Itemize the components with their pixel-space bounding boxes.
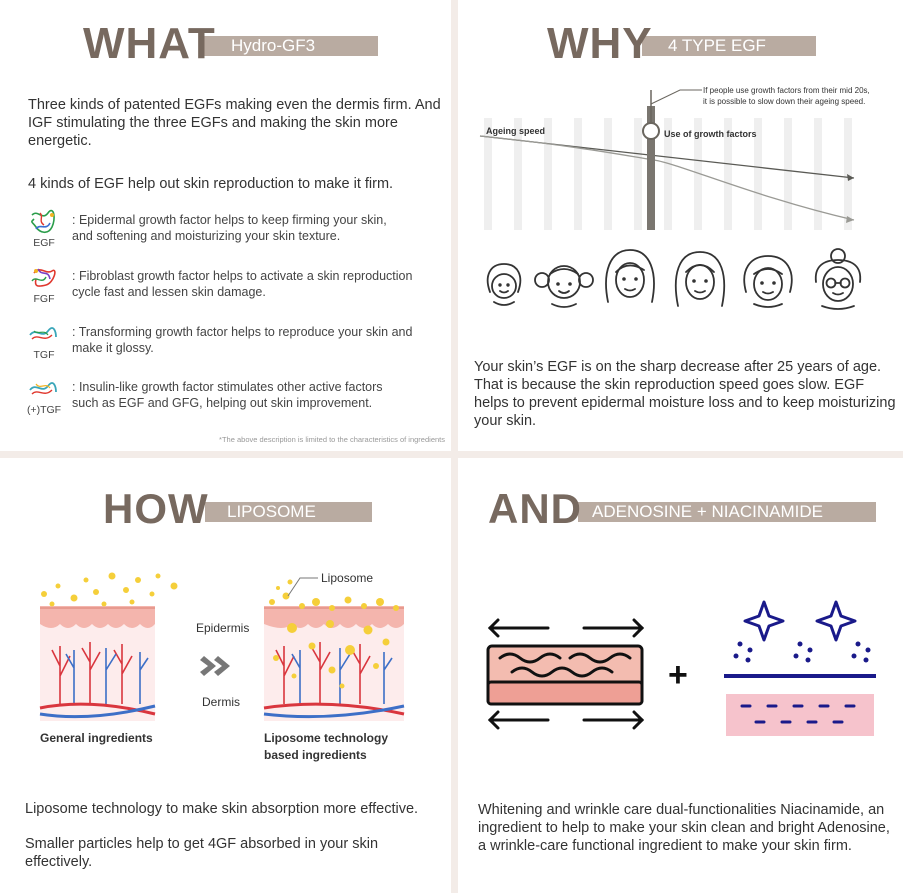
sparkle-icon — [745, 602, 783, 640]
how-body-1: Liposome technology to make skin absorption more effective. — [25, 801, 419, 817]
tgf-description: : Transforming growth factor helps to reproduce your skin and make it glossy. — [72, 325, 413, 355]
niacinamide-adenosine-illustration — [478, 598, 888, 743]
what-heading — [83, 19, 216, 68]
how-heading — [103, 485, 209, 532]
what-title: WHAT — [83, 19, 216, 68]
why-heading — [547, 19, 653, 68]
tgf-molecule-icon — [26, 319, 60, 349]
why-tag: 4 TYPE EGF — [642, 36, 816, 56]
how-panel — [0, 458, 451, 893]
and-panel — [458, 458, 903, 893]
what-subtitle: 4 kinds of EGF help out skin reproduction to make it firm. — [28, 176, 394, 192]
why-panel — [458, 0, 903, 451]
liposome-label: Liposome — [321, 571, 374, 585]
plus-sign: + — [668, 656, 688, 694]
surface-particles — [41, 573, 178, 607]
how-tag: LIPOSOME — [205, 502, 372, 522]
use-of-growth-factors-label: Use of growth factors — [664, 129, 757, 139]
child-face-icon — [488, 264, 521, 305]
adult-woman-face-icon — [676, 252, 724, 306]
young-woman-face-icon — [606, 250, 654, 302]
list-item-fgf — [24, 263, 444, 307]
egf-label: EGF — [33, 237, 55, 249]
what-panel — [0, 0, 451, 451]
what-tag: Hydro-GF3 — [203, 36, 378, 56]
epidermis-label: Epidermis — [196, 621, 250, 635]
fgf-label: FGF — [33, 293, 55, 305]
list-item-igf — [24, 374, 444, 418]
fgf-molecule-icon — [26, 263, 60, 293]
chevron-right-icon — [200, 656, 230, 676]
igf-molecule-icon — [26, 374, 60, 404]
tgf-label: TGF — [33, 349, 55, 361]
and-heading — [488, 485, 582, 532]
and-tag: ADENOSINE + NIACINAMIDE — [578, 502, 876, 522]
sparkle-icon-2 — [817, 602, 855, 640]
how-body-2: Smaller particles help to get 4GF absorbed in your skin effectively. — [25, 836, 379, 870]
egf-description: : Epidermal growth factor helps to keep firming your skin, and softening and moisturizing your skin texture. — [72, 213, 387, 243]
elderly-woman-face-icon — [816, 249, 861, 309]
egf-molecule-icon — [26, 207, 60, 237]
girl-pigtails-face-icon — [535, 266, 593, 307]
why-title: WHY — [547, 19, 653, 68]
general-ingredients-label: General ingredients — [40, 731, 153, 745]
brightening-skin-icon — [724, 602, 876, 736]
dermis-label: Dermis — [202, 695, 240, 709]
and-body: Whitening and wrinkle care dual-functionalities Niacinamide, an ingredient to help to make your skin clean and bright Adenosine, a wrinkle-care functional ingredient to make your skin firm. — [478, 802, 890, 854]
callout-line-1: If people use growth factors from their mid 20s, — [703, 86, 870, 95]
disclaimer-note: *The above description is limited to the characteristics of ingredients — [219, 435, 445, 444]
igf-label: (+)TGF — [26, 404, 62, 416]
stretched-skin-icon — [488, 620, 642, 728]
middle-aged-woman-face-icon — [744, 256, 791, 307]
list-item-egf — [24, 207, 444, 251]
fgf-description: : Fibroblast growth factor helps to activate a skin reproduction cycle fast and lessen skin damage. — [72, 269, 413, 299]
and-title: AND — [488, 485, 582, 532]
liposome-ingredients-label-line-1: Liposome technology — [264, 731, 389, 745]
ageing-graph — [458, 80, 903, 230]
callout-line-2: it is possible to slow down their ageing speed. — [703, 97, 866, 106]
liposome-ingredients-label-line-2: based ingredients — [264, 748, 367, 762]
igf-description: : Insulin-like growth factor stimulates other active factors such as EGF and GFG, helping out skin improvement. — [72, 380, 383, 410]
faces-row — [478, 242, 888, 317]
what-intro: Three kinds of patented EGFs making even the dermis firm. And IGF stimulating the three EGFs and making the skin more energetic. — [28, 97, 441, 149]
list-item-tgf — [24, 319, 444, 363]
liposome-diagram — [30, 566, 430, 766]
ageing-speed-label: Ageing speed — [486, 126, 546, 136]
why-body: Your skin’s EGF is on the sharp decrease after 25 years of age. That is because the skin reproduction speed goes slow. EGF helps to prevent epidermal moisture loss and to keep moisturizing your skin. — [474, 359, 896, 429]
how-title: HOW — [103, 485, 209, 532]
liposome-skin-block — [264, 580, 404, 722]
general-skin-block — [40, 606, 155, 721]
